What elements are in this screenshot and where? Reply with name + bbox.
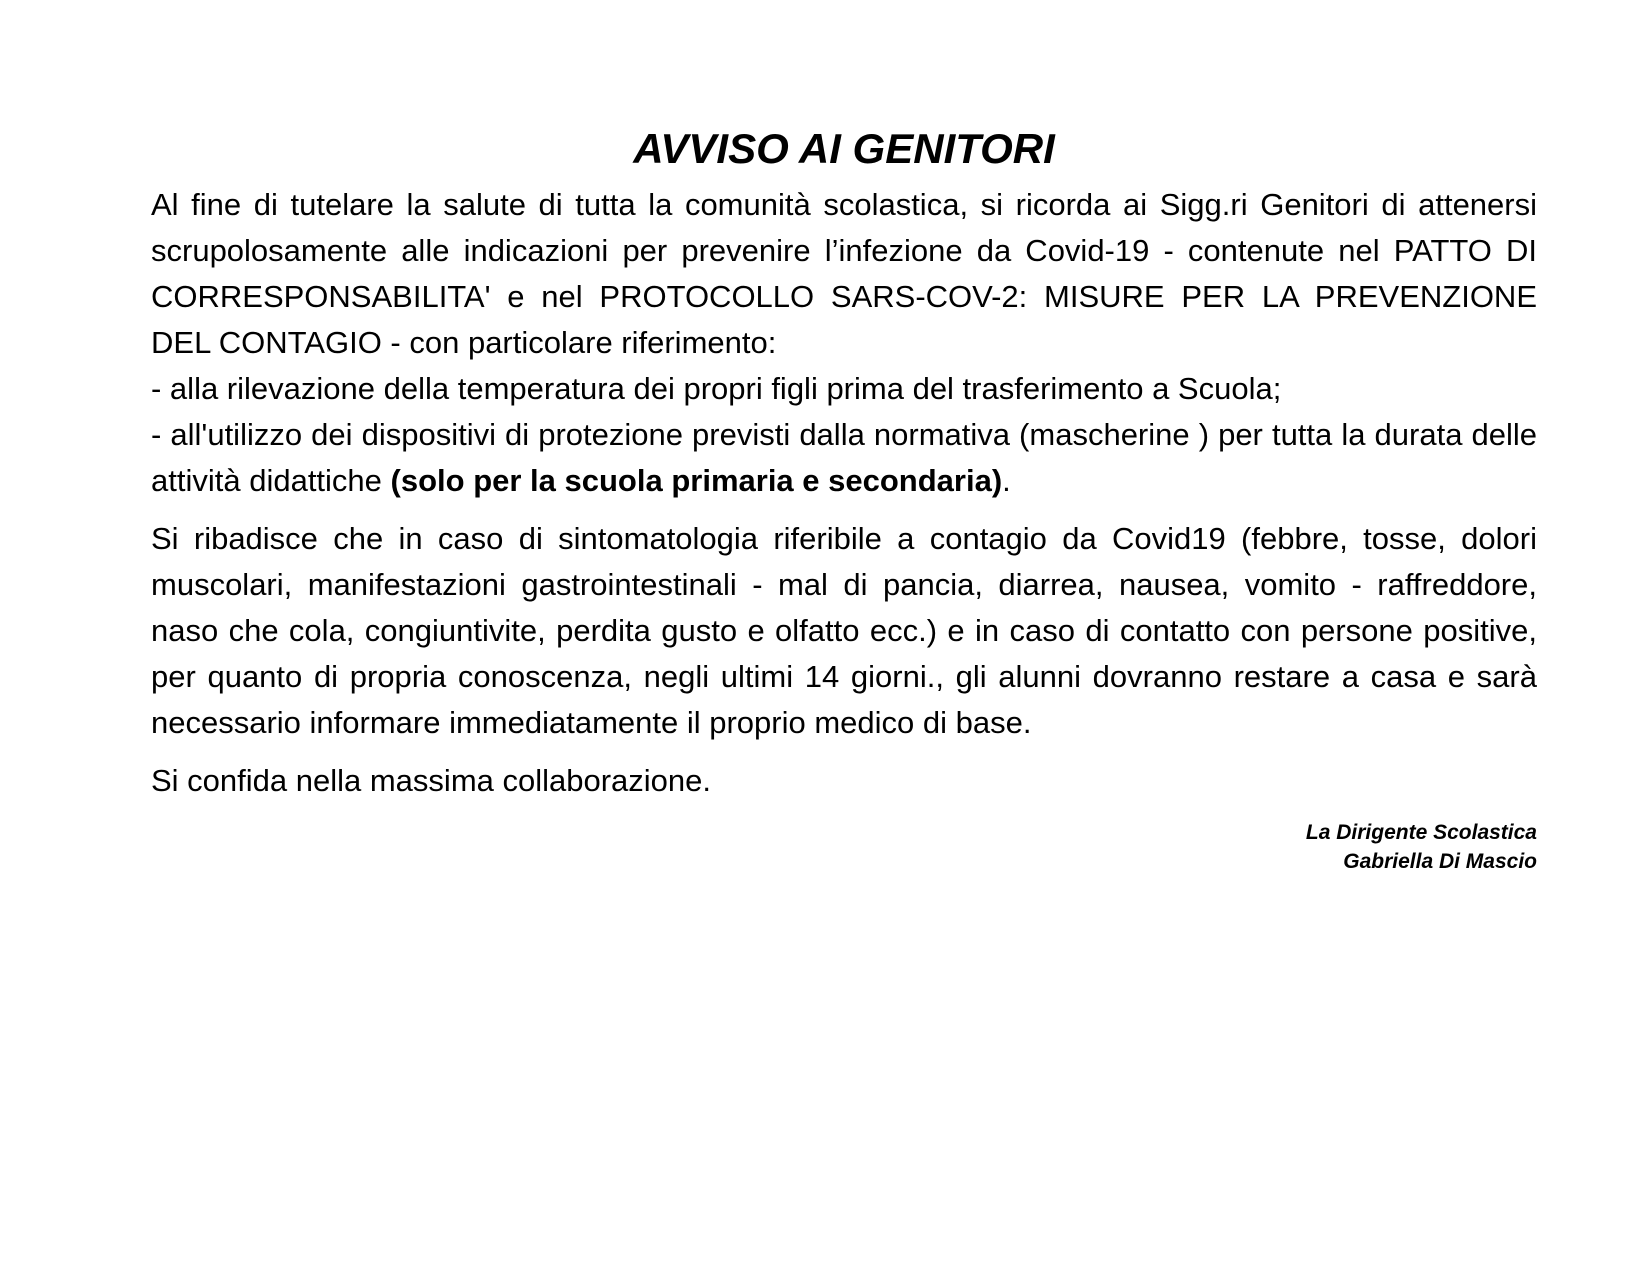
notice-document	[151, 124, 1537, 876]
signature-role: La Dirigente Scolastica	[1305, 821, 1537, 845]
instruction-item-protection-text: - all'utilizzo dei dispositivi di protezione previsti dalla normativa (mascherine ) per tutta la durata delle attività didattiche	[151, 417, 1537, 499]
paragraph-closing: Si confida nella massima collaborazione.	[151, 763, 712, 799]
notice-title: AVVISO AI GENITORI	[633, 125, 1055, 172]
signature-name: Gabriella Di Mascio	[1343, 850, 1537, 874]
paragraph-instructions	[151, 182, 1537, 504]
instruction-item-protection	[151, 412, 1537, 504]
instruction-item-protection-end: .	[1002, 463, 1011, 499]
instruction-item-temperature: - alla rilevazione della temperatura dei propri figli prima del trasferimento a Scuola;	[151, 371, 1282, 407]
paragraph-intro: Al fine di tutelare la salute di tutta la comunità scolastica, si ricorda ai Sigg.ri Genitori di attenersi scrupolosamente alle indicazioni per prevenire l’infezione da Covid-19 - contenute nel PATTO DI CORRESPONSABILITA' e nel PROTOCOLLO SARS-COV-2: MISURE PER LA PREVENZIONE DEL CONTAGIO - con particolare riferimento:	[151, 187, 1537, 361]
paragraph-symptoms: Si ribadisce che in caso di sintomatologia riferibile a contagio da Covid19 (febbre, tosse, dolori muscolari, manifestazioni gastrointestinali - mal di pancia, diarrea, nausea, vomito - raffreddore, naso che cola, congiuntivite, perdita gusto e olfatto ecc.) e in caso di contatto con persone positive, per quanto di propria conoscenza, negli ultimi 14 giorni., gli alunni dovranno restare a casa e sarà necessario informare immediatamente il proprio medico di base.	[151, 521, 1537, 741]
signature-block	[151, 818, 1537, 876]
instruction-item-protection-emphasis: (solo per la scuola primaria e secondaria)	[390, 463, 1003, 499]
